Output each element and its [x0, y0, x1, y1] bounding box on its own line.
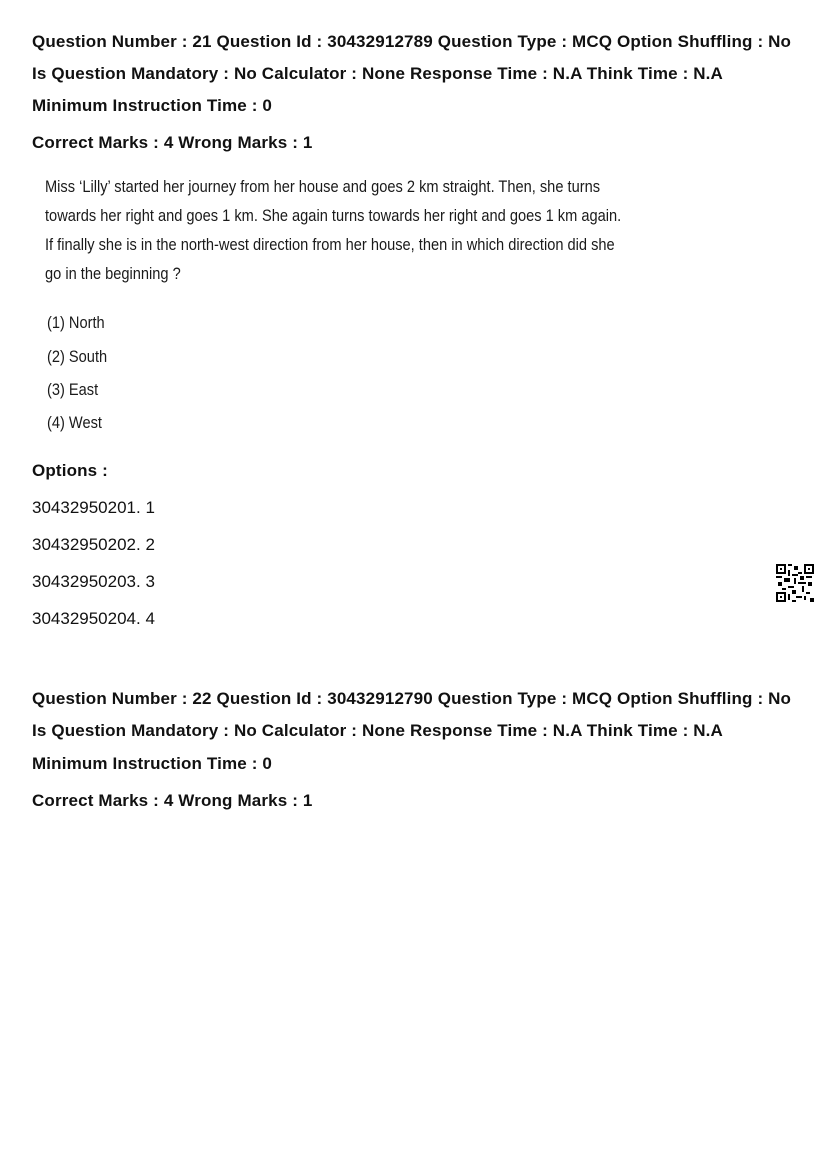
question-header-line2: Is Question Mandatory : No Calculator : None Response Time : N.A Think Time : N.A: [32, 64, 723, 83]
choice: (1) North: [47, 313, 105, 332]
question-header-line1: Question Number : 21 Question Id : 30432912789 Question Type : MCQ Option Shuffling : No: [32, 32, 792, 51]
question-text-line: Miss ‘Lilly’ started her journey from her house and goes 2 km straight. Then, she turns: [45, 177, 601, 196]
question-text-line: If finally she is in the north-west direction from her house, then in which direction did she: [45, 235, 615, 254]
question-header-line3: Minimum Instruction Time : 0: [32, 754, 273, 773]
question-header-line2: Is Question Mandatory : No Calculator : None Response Time : N.A Think Time : N.A: [32, 721, 723, 740]
option-item: 30432950204. 4: [32, 609, 155, 628]
option-item: 30432950201. 1: [32, 498, 155, 517]
choice: (3) East: [47, 380, 99, 399]
choice: (4) West: [47, 413, 102, 432]
qr-code-icon: [776, 564, 814, 602]
marks-line: Correct Marks : 4 Wrong Marks : 1: [32, 133, 313, 152]
question-text-line: go in the beginning ?: [45, 264, 181, 283]
question-header-line3: Minimum Instruction Time : 0: [32, 96, 273, 115]
options-label: Options :: [32, 461, 108, 480]
question-text-line: towards her right and goes 1 km. She again turns towards her right and goes 1 km again.: [45, 206, 622, 225]
marks-line: Correct Marks : 4 Wrong Marks : 1: [32, 791, 313, 810]
option-item: 30432950202. 2: [32, 535, 155, 554]
choice: (2) South: [47, 347, 108, 366]
option-item: 30432950203. 3: [32, 572, 155, 591]
question-header-line1: Question Number : 22 Question Id : 30432912790 Question Type : MCQ Option Shuffling : No: [32, 689, 792, 708]
